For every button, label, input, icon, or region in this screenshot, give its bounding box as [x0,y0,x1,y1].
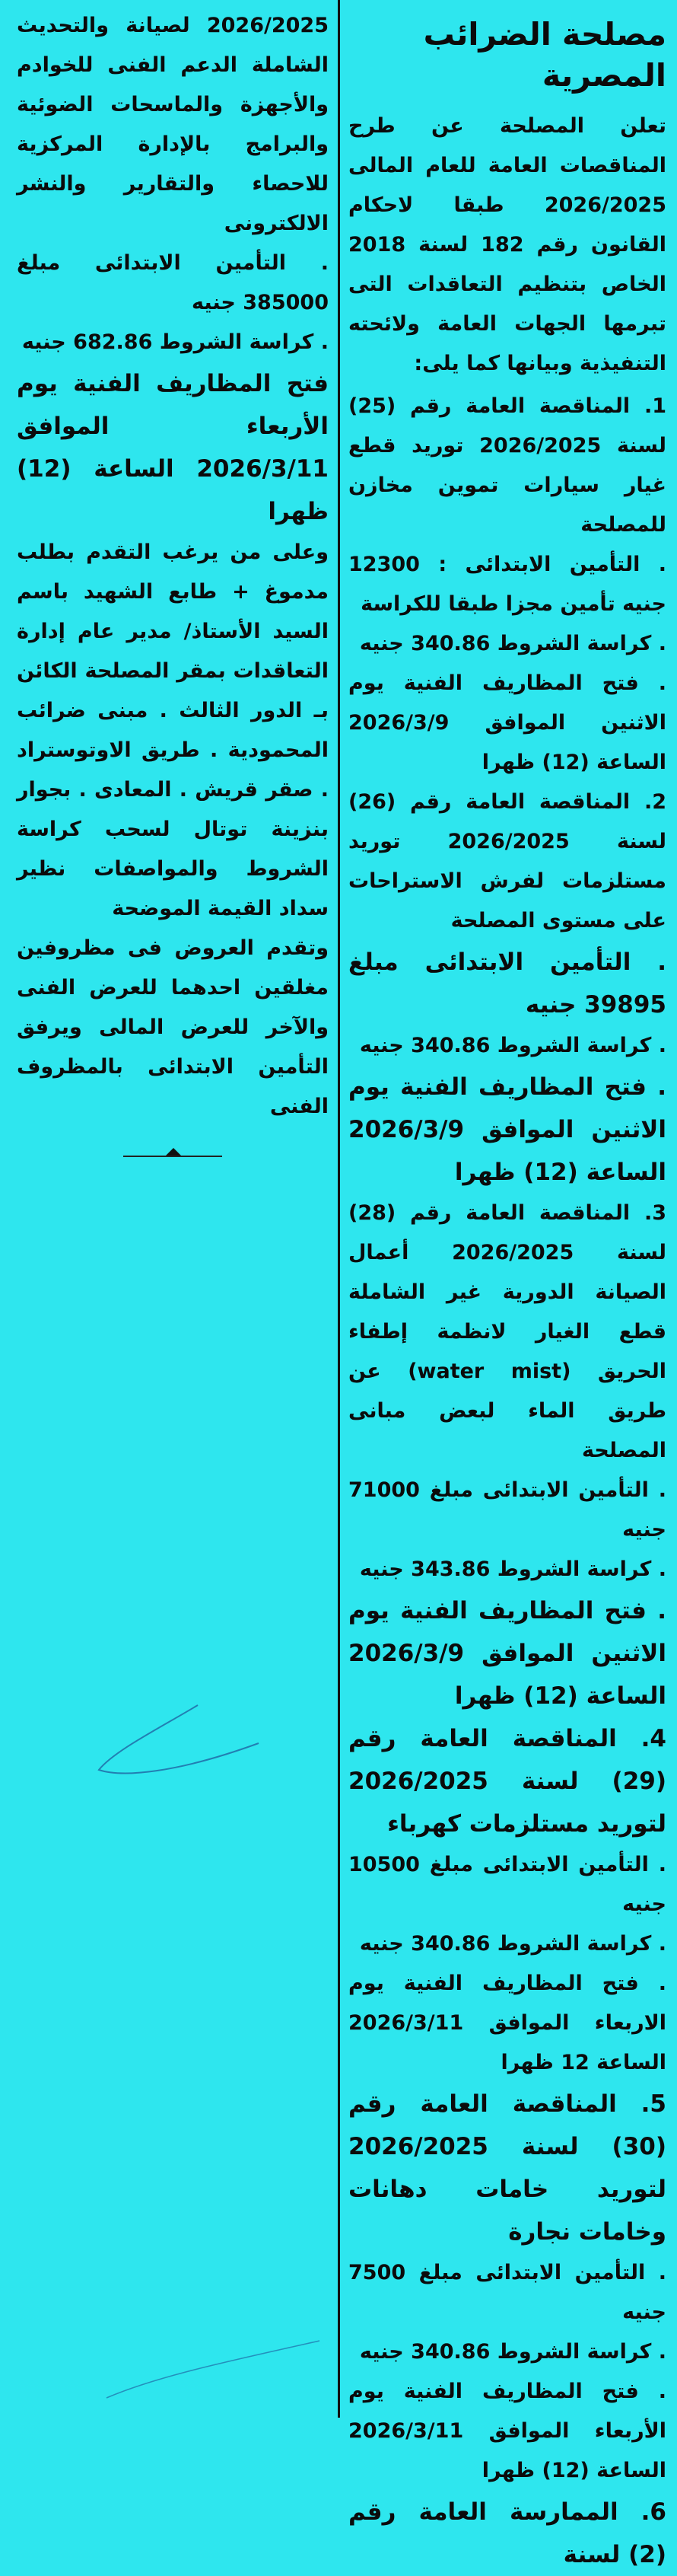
tender-3-opening: . فتح المظاريف الفنية يوم الاثنين الموافق 2026/3/9 الساعة (12) ظهرا [348,1597,666,1710]
tender-2-title: 2. المناقصة العامة رقم (26) لسنة 2026/2025 توريد مستلزمات لفرش الاستراحات على مستوى المصلحة [348,790,666,933]
tender-4-opening: . فتح المظاريف الفنية يوم الاربعاء الموافق 2026/3/11 الساعة 12 ظهرا [348,1972,666,2074]
tender-4-deposit: . التأمين الابتدائى مبلغ 10500 جنيه [348,1853,666,1916]
application-instructions: وعلى من يرغب التقدم بطلب مدموغ + طابع الشهيد باسم السيد الأستاذ/ مدير عام إدارة التعاقدات بمقر المصلحة الكائن بـ الدور الثالث . مبنى ضرائب المحمودية . طريق الاوتوستراد . صقر قريش . المعادى . بجوار بنزينة توتال لسحب كراسة الشروط والمواصفات نظير سداد القيمة الموضحة [17,540,329,920]
tender-4-booklet: . كراسة الشروط 340.86 جنيه [359,1932,666,1956]
tender-4-title: 4. المناقصة العامة رقم (29) لسنة 2026/2025 لتوريد مستلزمات كهرباء [348,1725,666,1838]
end-mark-triangle [166,1148,181,1156]
tender-5-booklet: . كراسة الشروط 340.86 جنيه [359,2340,666,2364]
pen-scribble-bottom [99,2329,327,2405]
tender-3-booklet: . كراسة الشروط 343.86 جنيه [359,1557,666,1581]
tender-2-opening: . فتح المظاريف الفنية يوم الاثنين الموافق 2026/3/9 الساعة (12) ظهرا [348,1073,666,1186]
tender-3-title: 3. المناقصة العامة رقم (28) لسنة 2026/2025 أعمال الصيانة الدورية غير الشاملة قطع الغيار لانظمة إطفاء الحريق (water mist) عن طريق الماء لبعض مبانى المصلحة [348,1201,666,1462]
tender-5-opening: . فتح المظاريف الفنية يوم الأربعاء الموافق 2026/3/11 الساعة (12) ظهرا [348,2380,666,2482]
tender-6-title: 6. الممارسة العامة رقم (2) لسنة [348,2498,666,2568]
tender-5-deposit: . التأمين الابتدائى مبلغ 7500 جنيه [348,2261,666,2324]
tender-1-booklet: . كراسة الشروط 340.86 جنيه [359,632,666,655]
tender-1-title: 1. المناقصة العامة رقم (25) لسنة 2026/2025 توريد قطع غيار سيارات تموين مخازن للمصلحة [348,394,666,537]
end-of-article-mark [123,1146,222,1162]
tender-6-description: 2026/2025 لصيانة والتحديث الشاملة الدعم الفنى للخوادم والأجهزة والماسحات الضوئية والبرامج بالإدارة المركزية للاحصاء والتقارير والنشر الالكترونى [17,14,329,235]
tender-1-opening: . فتح المظاريف الفنية يوم الاثنين الموافق 2026/3/9 الساعة (12) ظهرا [348,671,666,774]
tender-1-deposit: . التأمين الابتدائى : 12300 جنيه تأمين مجزا طبقا للكراسة [348,553,666,616]
intro-paragraph: تعلن المصلحة عن طرح المناقصات العامة للعام المالى 2026/2025 طبقا لاحكام القانون رقم 182 لسنة 2018 الخاص بتنظيم التعاقدات التى تبرمها الجهات العامة ولائحته التنفيذية وبيانها كما يلى: [348,114,666,375]
column-divider [338,0,340,2418]
right-column [338,0,677,2576]
pen-scribble [68,1698,266,1789]
tender-6-booklet: . كراسة الشروط 682.86 جنيه [21,330,329,354]
tender-5-title: 5. المناقصة العامة رقم (30) لسنة 2026/2025 لتوريد خامات دهانات وخامات نجارة [348,2090,666,2246]
submission-instructions: وتقدم العروض فى مظروفين مغلقين احدهما للعرض الفنى والآخر للعرض المالى ويرفق التأمين الابتدائى بالمظروف الفنى [17,936,329,1118]
page-title: مصلحة الضرائب المصرية [423,16,666,94]
tender-6-deposit: . التأمين الابتدائى مبلغ 385000 جنيه [17,251,329,314]
tender-6-opening: فتح المظاريف الفنية يوم الأربعاء الموافق 2026/3/11 الساعة (12) ظهرا [17,370,329,525]
tender-3-deposit: . التأمين الابتدائى مبلغ 71000 جنيه [348,1478,666,1541]
tender-2-booklet: . كراسة الشروط 340.86 جنيه [359,1034,666,1057]
tender-2-deposit: . التأمين الابتدائى مبلغ 39895 جنيه [348,948,666,1019]
end-mark-line [123,1156,222,1157]
left-column [0,0,338,1162]
